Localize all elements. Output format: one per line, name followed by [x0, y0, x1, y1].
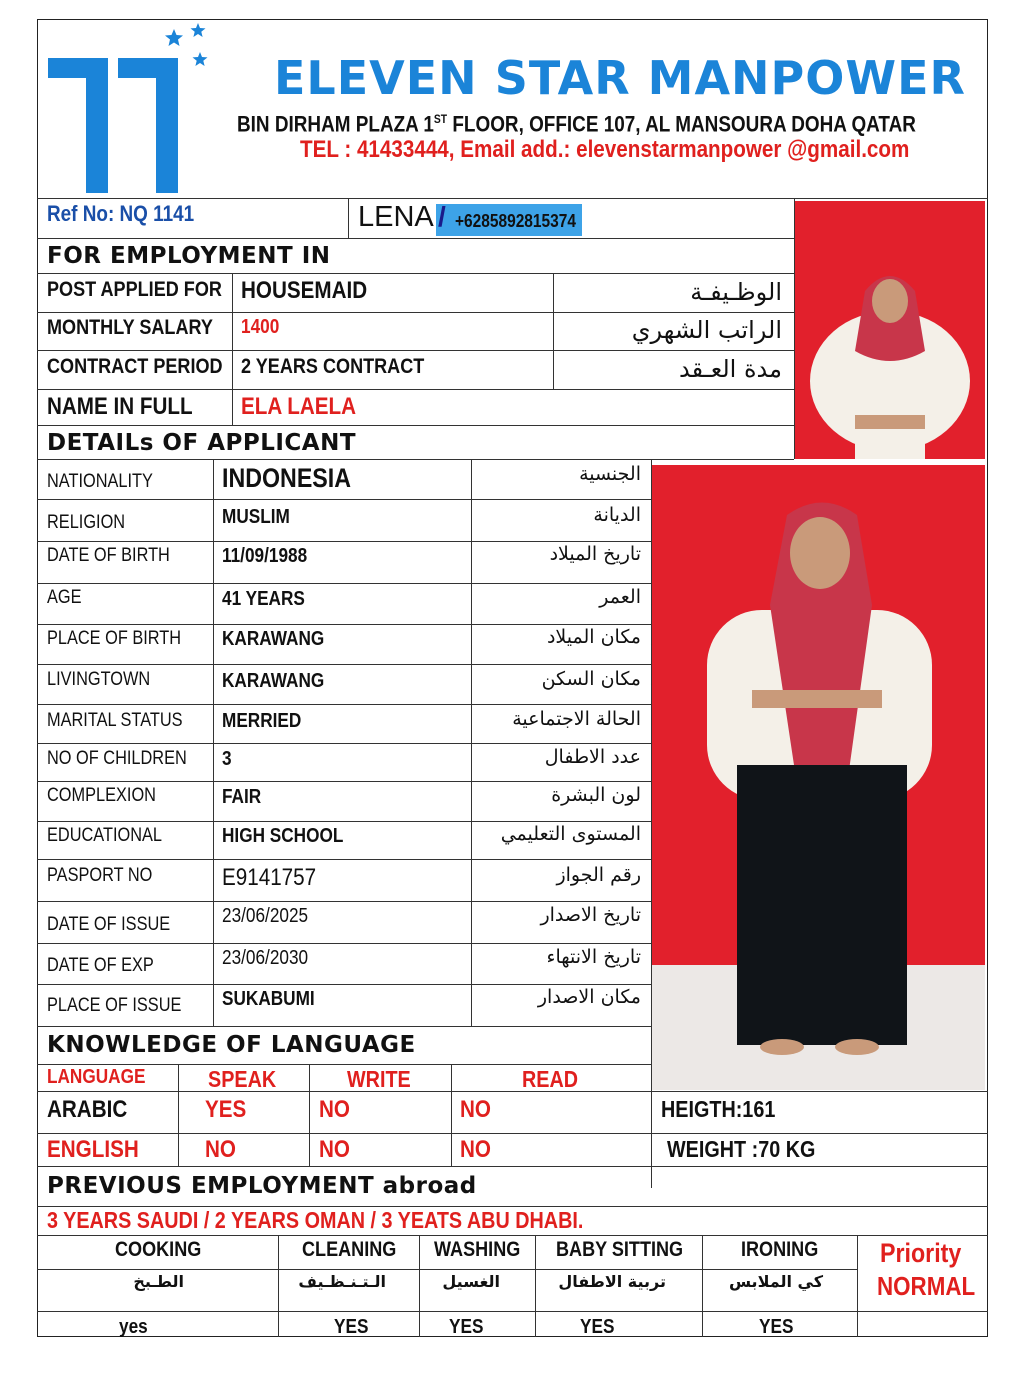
detail-value: 23/06/2030 — [222, 947, 309, 969]
detail-value: 23/06/2025 — [222, 905, 309, 927]
detail-value: MUSLIM — [222, 506, 290, 528]
detail-label: RELIGION — [47, 512, 126, 533]
rule — [37, 541, 651, 542]
rule — [857, 1235, 858, 1337]
skill-washing-arabic: الغسيل — [442, 1272, 500, 1291]
lang-header-speak: SPEAK — [208, 1066, 277, 1092]
rule — [37, 1269, 857, 1270]
rule — [37, 389, 794, 390]
detail-arabic: عدد الاطفال — [544, 746, 641, 768]
detail-value: KARAWANG — [222, 628, 325, 650]
lang-header-language: LANGUAGE — [47, 1066, 146, 1088]
lang-header-write: WRITE — [347, 1066, 411, 1092]
rule — [37, 425, 794, 426]
detail-arabic: الجنسية — [579, 463, 641, 485]
rule — [37, 198, 988, 199]
phone-slash: / — [438, 201, 446, 232]
full-name-value: ELA LAELA — [241, 393, 357, 420]
detail-value: E9141757 — [222, 864, 317, 891]
rule — [37, 821, 651, 822]
previous-heading: PREVIOUS EMPLOYMENT abroad — [47, 1173, 477, 1199]
height-value: HEIGTH:161 — [661, 1096, 776, 1122]
lang-arabic-read: NO — [460, 1096, 491, 1123]
priority-label: Priority — [880, 1238, 962, 1268]
person-figure-icon — [652, 465, 985, 1090]
rule — [535, 1235, 536, 1337]
logo-stars-icon — [160, 20, 216, 76]
rule — [37, 312, 794, 313]
rule — [794, 198, 795, 459]
priority-value: NORMAL — [877, 1271, 976, 1301]
detail-arabic: المستوى التعليمي — [500, 823, 641, 845]
rule — [178, 1064, 179, 1166]
detail-label: PLACE OF ISSUE — [47, 995, 182, 1016]
post-value: HOUSEMAID — [241, 277, 368, 304]
lang-english-write: NO — [319, 1136, 350, 1163]
detail-value: HIGH SCHOOL — [222, 825, 344, 847]
rule — [37, 1026, 651, 1027]
rule — [37, 1166, 988, 1167]
lang-arabic: ARABIC — [47, 1096, 128, 1123]
rule — [37, 499, 651, 500]
skill-baby-sitting: BABY SITTING — [556, 1238, 684, 1261]
applicant-photo-full — [652, 465, 985, 1090]
rule — [37, 901, 651, 902]
skill-baby-sitting-value: YES — [580, 1316, 615, 1338]
lang-english-read: NO — [460, 1136, 491, 1163]
post-arabic: الوظـيفـة — [690, 278, 782, 306]
detail-value: FAIR — [222, 786, 262, 808]
rule — [37, 781, 651, 782]
company-address — [237, 113, 916, 135]
rule — [278, 1235, 279, 1337]
logo-bar-2-stem — [156, 58, 178, 193]
ref-number: Ref No: NQ 1141 — [47, 201, 195, 226]
language-heading: KNOWLEDGE OF LANGUAGE — [47, 1032, 416, 1058]
detail-value: KARAWANG — [222, 670, 325, 692]
detail-label: DATE OF BIRTH — [47, 545, 170, 566]
rule — [37, 1133, 988, 1134]
salary-arabic: الراتب الشهري — [631, 316, 782, 344]
rule — [37, 943, 651, 944]
detail-label: EDUCATIONAL — [47, 825, 163, 846]
employment-heading: FOR EMPLOYMENT IN — [47, 243, 331, 269]
rule — [37, 459, 794, 460]
lang-english-speak: NO — [205, 1136, 236, 1163]
skill-cleaning-value: YES — [334, 1316, 369, 1338]
rule — [348, 198, 349, 238]
person-figure-icon — [795, 201, 985, 459]
rule — [37, 273, 794, 274]
rule — [37, 583, 651, 584]
rule — [37, 1064, 651, 1065]
detail-label: COMPLEXION — [47, 785, 156, 806]
detail-value: SUKABUMI — [222, 988, 315, 1010]
contract-value: 2 YEARS CONTRACT — [241, 355, 425, 378]
rule — [37, 664, 651, 665]
rule — [451, 1064, 452, 1166]
full-name-label: NAME IN FULL — [47, 393, 193, 420]
rule — [37, 624, 651, 625]
rule — [309, 1064, 310, 1166]
detail-arabic: مكان السكن — [541, 668, 641, 690]
detail-label: PLACE OF BIRTH — [47, 628, 182, 649]
detail-label: DATE OF EXP — [47, 955, 154, 976]
company-contact: TEL : 41433444, Email add.: elevenstarmanpower @gmail.com — [300, 136, 910, 163]
previous-text: 3 YEARS SAUDI / 2 YEARS OMAN / 3 YEATS ABU DHABI. — [47, 1207, 584, 1233]
contract-arabic: مدة العـقد — [679, 355, 782, 383]
rule — [37, 859, 651, 860]
details-heading: DETAILs OF APPLICANT — [47, 430, 357, 456]
skill-cleaning-arabic: الـتـنـظـيف — [298, 1272, 386, 1291]
rule — [553, 273, 554, 389]
skill-ironing: IRONING — [741, 1238, 819, 1261]
detail-arabic: الديانة — [593, 504, 641, 526]
detail-arabic: مكان الميلاد — [546, 626, 641, 648]
lang-header-read: READ — [522, 1066, 579, 1092]
detail-arabic: تاريخ الاصدار — [540, 904, 641, 926]
detail-label: NATIONALITY — [47, 471, 153, 492]
salary-label: MONTHLY SALARY — [47, 316, 213, 339]
detail-arabic: العمر — [599, 586, 641, 608]
skill-washing-value: YES — [449, 1316, 484, 1338]
rule — [37, 704, 651, 705]
detail-value: 3 — [222, 748, 232, 770]
detail-value: INDONESIA — [222, 463, 352, 493]
rule — [232, 273, 233, 425]
address-sup: ST — [433, 112, 448, 126]
logo-bar-1-stem — [86, 58, 108, 193]
lang-english: ENGLISH — [47, 1136, 139, 1163]
applicant-photo-small — [795, 201, 985, 459]
detail-value: MERRIED — [222, 710, 302, 732]
rule — [419, 1235, 420, 1337]
rule — [37, 238, 794, 239]
detail-label: LIVINGTOWN — [47, 669, 151, 690]
contract-label: CONTRACT PERIOD — [47, 355, 223, 378]
skill-ironing-arabic: كي الملابس — [728, 1272, 823, 1291]
detail-value: 11/09/1988 — [222, 545, 308, 567]
detail-arabic: تاريخ الانتهاء — [546, 946, 641, 968]
skill-baby-sitting-arabic: تربية الاطفال — [558, 1272, 666, 1291]
detail-arabic: تاريخ الميلاد — [549, 543, 641, 565]
detail-value: 41 YEARS — [222, 588, 305, 610]
applicant-phone: +6285892815374 — [455, 211, 576, 231]
weight-value: WEIGHT :70 KG — [667, 1136, 816, 1162]
applicant-nickname: LENA — [358, 201, 434, 233]
detail-label: AGE — [47, 587, 82, 608]
lang-arabic-speak: YES — [205, 1096, 247, 1123]
rule — [651, 459, 652, 1188]
lang-arabic-write: NO — [319, 1096, 350, 1123]
detail-label: PASPORT NO — [47, 865, 153, 886]
detail-label: MARITAL STATUS — [47, 710, 183, 731]
skill-cooking-value: yes — [119, 1316, 148, 1338]
detail-label: DATE OF ISSUE — [47, 914, 171, 935]
rule — [37, 984, 651, 985]
detail-arabic: مكان الاصدار — [537, 986, 641, 1008]
salary-value: 1400 — [241, 316, 280, 338]
address-prefix: BIN DIRHAM PLAZA 1 — [237, 111, 434, 137]
detail-arabic: لون البشرة — [551, 784, 641, 806]
rule — [37, 743, 651, 744]
rule — [37, 1235, 988, 1236]
detail-label: NO OF CHILDREN — [47, 748, 187, 769]
rule — [37, 1091, 988, 1092]
skill-cooking-arabic: الطـبخ — [133, 1272, 184, 1291]
skill-cleaning: CLEANING — [302, 1238, 397, 1261]
address-suffix: FLOOR, OFFICE 107, AL MANSOURA DOHA QATAR — [447, 111, 916, 137]
skill-cooking: COOKING — [115, 1238, 202, 1261]
skill-ironing-value: YES — [759, 1316, 794, 1338]
rule — [37, 350, 794, 351]
rule — [702, 1235, 703, 1337]
rule — [37, 1311, 988, 1312]
company-name: ELEVEN STAR MANPOWER — [274, 51, 966, 105]
skill-washing: WASHING — [434, 1238, 521, 1261]
post-label: POST APPLIED FOR — [47, 278, 222, 301]
detail-arabic: الحالة الاجتماعية — [512, 708, 641, 730]
detail-arabic: رقم الجواز — [556, 864, 641, 886]
